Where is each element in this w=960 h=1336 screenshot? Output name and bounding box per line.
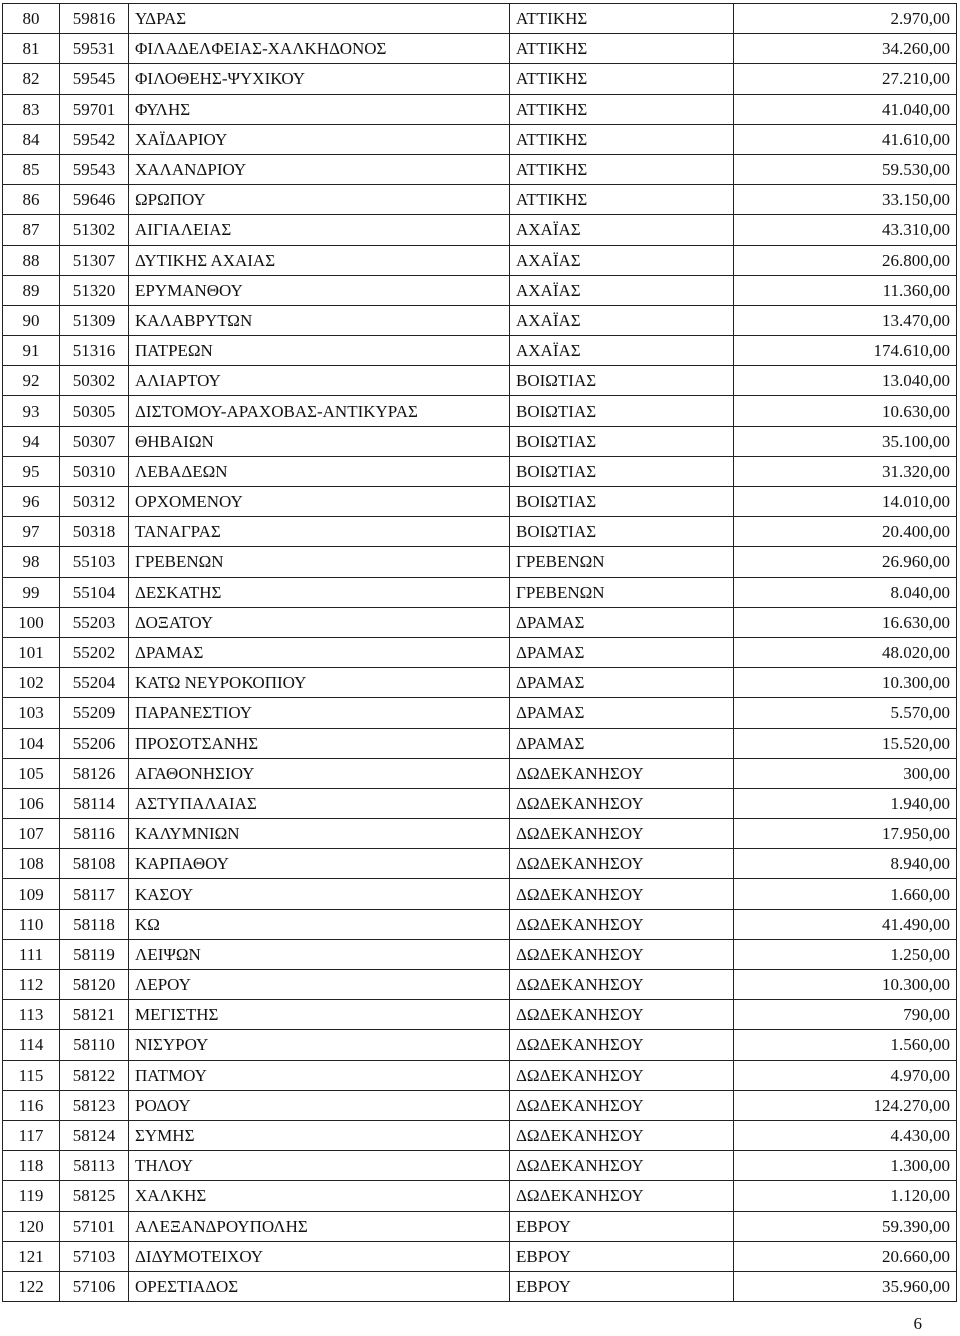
- amount-cell: 20.400,00: [734, 517, 957, 547]
- amount-cell: 35.960,00: [734, 1271, 957, 1301]
- table-row: [3, 788, 957, 818]
- municipality-name-cell: ΦΙΛΑΔΕΛΦΕΙΑΣ-ΧΑΛΚΗΔΟΝΟΣ: [129, 34, 510, 64]
- municipality-name-cell: ΧΑΪΔΑΡΙΟΥ: [129, 124, 510, 154]
- municipality-name-cell: ΔΕΣΚΑΤΗΣ: [129, 577, 510, 607]
- municipality-code-cell: 58124: [60, 1120, 129, 1150]
- row-number-cell: 83: [3, 94, 60, 124]
- amount-cell: 31.320,00: [734, 456, 957, 486]
- municipality-code-cell: 58114: [60, 788, 129, 818]
- amount-cell: 17.950,00: [734, 819, 957, 849]
- municipality-name-cell: ΠΑΤΜΟΥ: [129, 1060, 510, 1090]
- prefecture-cell: ΑΤΤΙΚΗΣ: [510, 185, 734, 215]
- municipality-code-cell: 58116: [60, 819, 129, 849]
- prefecture-cell: ΔΩΔΕΚΑΝΗΣΟΥ: [510, 1120, 734, 1150]
- amount-cell: 59.530,00: [734, 154, 957, 184]
- municipality-code-cell: 55203: [60, 607, 129, 637]
- municipality-name-cell: ΧΑΛΚΗΣ: [129, 1181, 510, 1211]
- table-row: [3, 275, 957, 305]
- table-row: [3, 939, 957, 969]
- municipality-name-cell: ΑΓΑΘΟΝΗΣΙΟΥ: [129, 758, 510, 788]
- amount-cell: 10.630,00: [734, 396, 957, 426]
- municipality-code-cell: 51302: [60, 215, 129, 245]
- municipality-code-cell: 58117: [60, 879, 129, 909]
- municipality-name-cell: ΠΡΟΣΟΤΣΑΝΗΣ: [129, 728, 510, 758]
- table-row: [3, 698, 957, 728]
- municipality-code-cell: 50312: [60, 487, 129, 517]
- municipality-name-cell: ΝΙΣΥΡΟΥ: [129, 1030, 510, 1060]
- table-row: [3, 668, 957, 698]
- municipality-name-cell: ΔΙΣΤΟΜΟΥ-ΑΡΑΧΟΒΑΣ-ΑΝΤΙΚΥΡΑΣ: [129, 396, 510, 426]
- row-number-cell: 87: [3, 215, 60, 245]
- municipality-code-cell: 59543: [60, 154, 129, 184]
- row-number-cell: 89: [3, 275, 60, 305]
- row-number-cell: 104: [3, 728, 60, 758]
- row-number-cell: 122: [3, 1271, 60, 1301]
- amount-cell: 59.390,00: [734, 1211, 957, 1241]
- table-row: [3, 1151, 957, 1181]
- prefecture-cell: ΑΧΑΪΑΣ: [510, 275, 734, 305]
- municipality-name-cell: ΑΣΤΥΠΑΛΑΙΑΣ: [129, 788, 510, 818]
- amount-cell: 20.660,00: [734, 1241, 957, 1271]
- amount-cell: 43.310,00: [734, 215, 957, 245]
- row-number-cell: 88: [3, 245, 60, 275]
- municipality-code-cell: 58121: [60, 1000, 129, 1030]
- table-row: [3, 849, 957, 879]
- municipality-name-cell: ΚΑΛΥΜΝΙΩΝ: [129, 819, 510, 849]
- prefecture-cell: ΒΟΙΩΤΙΑΣ: [510, 366, 734, 396]
- amount-cell: 15.520,00: [734, 728, 957, 758]
- prefecture-cell: ΔΩΔΕΚΑΝΗΣΟΥ: [510, 1090, 734, 1120]
- table-row: [3, 124, 957, 154]
- amount-cell: 41.610,00: [734, 124, 957, 154]
- prefecture-cell: ΑΤΤΙΚΗΣ: [510, 64, 734, 94]
- row-number-cell: 81: [3, 34, 60, 64]
- prefecture-cell: ΔΩΔΕΚΑΝΗΣΟΥ: [510, 819, 734, 849]
- municipality-name-cell: ΔΥΤΙΚΗΣ ΑΧΑΙΑΣ: [129, 245, 510, 275]
- allocation-table: [2, 3, 957, 1302]
- table-row: [3, 1000, 957, 1030]
- municipality-name-cell: ΛΕΡΟΥ: [129, 970, 510, 1000]
- prefecture-cell: ΒΟΙΩΤΙΑΣ: [510, 487, 734, 517]
- amount-cell: 41.040,00: [734, 94, 957, 124]
- municipality-name-cell: ΔΙΔΥΜΟΤΕΙΧΟΥ: [129, 1241, 510, 1271]
- municipality-name-cell: ΚΑΣΟΥ: [129, 879, 510, 909]
- municipality-code-cell: 51320: [60, 275, 129, 305]
- table-body: [3, 4, 957, 1302]
- municipality-name-cell: ΠΑΤΡΕΩΝ: [129, 336, 510, 366]
- municipality-code-cell: 51316: [60, 336, 129, 366]
- municipality-name-cell: ΚΩ: [129, 909, 510, 939]
- row-number-cell: 115: [3, 1060, 60, 1090]
- table-row: [3, 305, 957, 335]
- row-number-cell: 85: [3, 154, 60, 184]
- amount-cell: 26.960,00: [734, 547, 957, 577]
- amount-cell: 5.570,00: [734, 698, 957, 728]
- municipality-name-cell: ΘΗΒΑΙΩΝ: [129, 426, 510, 456]
- row-number-cell: 108: [3, 849, 60, 879]
- amount-cell: 35.100,00: [734, 426, 957, 456]
- amount-cell: 1.120,00: [734, 1181, 957, 1211]
- amount-cell: 4.430,00: [734, 1120, 957, 1150]
- amount-cell: 124.270,00: [734, 1090, 957, 1120]
- row-number-cell: 98: [3, 547, 60, 577]
- amount-cell: 16.630,00: [734, 607, 957, 637]
- row-number-cell: 118: [3, 1151, 60, 1181]
- row-number-cell: 103: [3, 698, 60, 728]
- municipality-code-cell: 51309: [60, 305, 129, 335]
- municipality-code-cell: 58113: [60, 1151, 129, 1181]
- amount-cell: 10.300,00: [734, 668, 957, 698]
- row-number-cell: 94: [3, 426, 60, 456]
- row-number-cell: 110: [3, 909, 60, 939]
- prefecture-cell: ΔΩΔΕΚΑΝΗΣΟΥ: [510, 939, 734, 969]
- municipality-code-cell: 58126: [60, 758, 129, 788]
- amount-cell: 48.020,00: [734, 637, 957, 667]
- table-row: [3, 1030, 957, 1060]
- row-number-cell: 113: [3, 1000, 60, 1030]
- row-number-cell: 107: [3, 819, 60, 849]
- row-number-cell: 86: [3, 185, 60, 215]
- table-row: [3, 637, 957, 667]
- municipality-code-cell: 50307: [60, 426, 129, 456]
- municipality-code-cell: 51307: [60, 245, 129, 275]
- row-number-cell: 109: [3, 879, 60, 909]
- table-row: [3, 607, 957, 637]
- table-row: [3, 819, 957, 849]
- row-number-cell: 80: [3, 4, 60, 34]
- prefecture-cell: ΔΡΑΜΑΣ: [510, 698, 734, 728]
- row-number-cell: 90: [3, 305, 60, 335]
- municipality-code-cell: 58119: [60, 939, 129, 969]
- prefecture-cell: ΒΟΙΩΤΙΑΣ: [510, 456, 734, 486]
- prefecture-cell: ΔΡΑΜΑΣ: [510, 728, 734, 758]
- municipality-code-cell: 57106: [60, 1271, 129, 1301]
- table-row: [3, 970, 957, 1000]
- amount-cell: 14.010,00: [734, 487, 957, 517]
- prefecture-cell: ΑΤΤΙΚΗΣ: [510, 154, 734, 184]
- table-row: [3, 426, 957, 456]
- prefecture-cell: ΑΤΤΙΚΗΣ: [510, 94, 734, 124]
- table-row: [3, 185, 957, 215]
- table-row: [3, 64, 957, 94]
- row-number-cell: 114: [3, 1030, 60, 1060]
- table-row: [3, 34, 957, 64]
- prefecture-cell: ΔΩΔΕΚΑΝΗΣΟΥ: [510, 1151, 734, 1181]
- prefecture-cell: ΑΧΑΪΑΣ: [510, 215, 734, 245]
- municipality-name-cell: ΚΑΛΑΒΡΥΤΩΝ: [129, 305, 510, 335]
- municipality-name-cell: ΔΡΑΜΑΣ: [129, 637, 510, 667]
- prefecture-cell: ΔΡΑΜΑΣ: [510, 668, 734, 698]
- table-row: [3, 1241, 957, 1271]
- municipality-code-cell: 50302: [60, 366, 129, 396]
- prefecture-cell: ΕΒΡΟΥ: [510, 1241, 734, 1271]
- row-number-cell: 99: [3, 577, 60, 607]
- municipality-name-cell: ΓΡΕΒΕΝΩΝ: [129, 547, 510, 577]
- municipality-name-cell: ΠΑΡΑΝΕΣΤΙΟΥ: [129, 698, 510, 728]
- table-row: [3, 758, 957, 788]
- table-row: [3, 245, 957, 275]
- municipality-code-cell: 59701: [60, 94, 129, 124]
- amount-cell: 174.610,00: [734, 336, 957, 366]
- table-row: [3, 909, 957, 939]
- amount-cell: 8.040,00: [734, 577, 957, 607]
- amount-cell: 13.470,00: [734, 305, 957, 335]
- prefecture-cell: ΑΧΑΪΑΣ: [510, 245, 734, 275]
- prefecture-cell: ΔΩΔΕΚΑΝΗΣΟΥ: [510, 970, 734, 1000]
- amount-cell: 300,00: [734, 758, 957, 788]
- prefecture-cell: ΕΒΡΟΥ: [510, 1271, 734, 1301]
- municipality-code-cell: 58108: [60, 849, 129, 879]
- amount-cell: 1.560,00: [734, 1030, 957, 1060]
- municipality-code-cell: 55206: [60, 728, 129, 758]
- amount-cell: 33.150,00: [734, 185, 957, 215]
- municipality-code-cell: 59646: [60, 185, 129, 215]
- page-number: 6: [913, 1314, 922, 1333]
- row-number-cell: 112: [3, 970, 60, 1000]
- municipality-code-cell: 55103: [60, 547, 129, 577]
- amount-cell: 34.260,00: [734, 34, 957, 64]
- amount-cell: 41.490,00: [734, 909, 957, 939]
- prefecture-cell: ΒΟΙΩΤΙΑΣ: [510, 426, 734, 456]
- row-number-cell: 121: [3, 1241, 60, 1271]
- municipality-name-cell: ΛΕΒΑΔΕΩΝ: [129, 456, 510, 486]
- table-row: [3, 366, 957, 396]
- row-number-cell: 116: [3, 1090, 60, 1120]
- amount-cell: 8.940,00: [734, 849, 957, 879]
- prefecture-cell: ΔΩΔΕΚΑΝΗΣΟΥ: [510, 1030, 734, 1060]
- amount-cell: 1.940,00: [734, 788, 957, 818]
- table-row: [3, 1060, 957, 1090]
- municipality-name-cell: ΟΡΧΟΜΕΝΟΥ: [129, 487, 510, 517]
- table-row: [3, 396, 957, 426]
- table-row: [3, 456, 957, 486]
- municipality-name-cell: ΛΕΙΨΩΝ: [129, 939, 510, 969]
- municipality-code-cell: 59816: [60, 4, 129, 34]
- row-number-cell: 95: [3, 456, 60, 486]
- municipality-name-cell: ΚΑΡΠΑΘΟΥ: [129, 849, 510, 879]
- prefecture-cell: ΒΟΙΩΤΙΑΣ: [510, 517, 734, 547]
- municipality-code-cell: 58110: [60, 1030, 129, 1060]
- table-row: [3, 154, 957, 184]
- municipality-name-cell: ΜΕΓΙΣΤΗΣ: [129, 1000, 510, 1030]
- municipality-code-cell: 59531: [60, 34, 129, 64]
- table-row: [3, 517, 957, 547]
- municipality-code-cell: 50310: [60, 456, 129, 486]
- municipality-name-cell: ΧΑΛΑΝΔΡΙΟΥ: [129, 154, 510, 184]
- amount-cell: 26.800,00: [734, 245, 957, 275]
- table-row: [3, 1090, 957, 1120]
- row-number-cell: 117: [3, 1120, 60, 1150]
- prefecture-cell: ΔΩΔΕΚΑΝΗΣΟΥ: [510, 1000, 734, 1030]
- amount-cell: 11.360,00: [734, 275, 957, 305]
- municipality-name-cell: ΚΑΤΩ ΝΕΥΡΟΚΟΠΙΟΥ: [129, 668, 510, 698]
- municipality-name-cell: ΩΡΩΠΟΥ: [129, 185, 510, 215]
- municipality-name-cell: ΦΥΛΗΣ: [129, 94, 510, 124]
- row-number-cell: 105: [3, 758, 60, 788]
- municipality-code-cell: 58125: [60, 1181, 129, 1211]
- prefecture-cell: ΑΤΤΙΚΗΣ: [510, 4, 734, 34]
- table-row: [3, 728, 957, 758]
- table-row: [3, 215, 957, 245]
- row-number-cell: 120: [3, 1211, 60, 1241]
- municipality-name-cell: ΤΑΝΑΓΡΑΣ: [129, 517, 510, 547]
- municipality-code-cell: 59542: [60, 124, 129, 154]
- prefecture-cell: ΑΤΤΙΚΗΣ: [510, 124, 734, 154]
- prefecture-cell: ΔΩΔΕΚΑΝΗΣΟΥ: [510, 909, 734, 939]
- amount-cell: 2.970,00: [734, 4, 957, 34]
- municipality-code-cell: 50318: [60, 517, 129, 547]
- amount-cell: 1.660,00: [734, 879, 957, 909]
- table-row: [3, 879, 957, 909]
- amount-cell: 1.250,00: [734, 939, 957, 969]
- table-row: [3, 336, 957, 366]
- municipality-name-cell: ΑΛΙΑΡΤΟΥ: [129, 366, 510, 396]
- prefecture-cell: ΑΧΑΪΑΣ: [510, 305, 734, 335]
- municipality-code-cell: 50305: [60, 396, 129, 426]
- municipality-code-cell: 58120: [60, 970, 129, 1000]
- prefecture-cell: ΔΡΑΜΑΣ: [510, 607, 734, 637]
- amount-cell: 10.300,00: [734, 970, 957, 1000]
- municipality-code-cell: 58122: [60, 1060, 129, 1090]
- prefecture-cell: ΔΩΔΕΚΑΝΗΣΟΥ: [510, 758, 734, 788]
- prefecture-cell: ΔΡΑΜΑΣ: [510, 637, 734, 667]
- municipality-name-cell: ΔΟΞΑΤΟΥ: [129, 607, 510, 637]
- prefecture-cell: ΔΩΔΕΚΑΝΗΣΟΥ: [510, 1181, 734, 1211]
- row-number-cell: 111: [3, 939, 60, 969]
- municipality-name-cell: ΤΗΛΟΥ: [129, 1151, 510, 1181]
- row-number-cell: 97: [3, 517, 60, 547]
- municipality-name-cell: ΕΡΥΜΑΝΘΟΥ: [129, 275, 510, 305]
- row-number-cell: 102: [3, 668, 60, 698]
- prefecture-cell: ΑΤΤΙΚΗΣ: [510, 34, 734, 64]
- municipality-name-cell: ΑΛΕΞΑΝΔΡΟΥΠΟΛΗΣ: [129, 1211, 510, 1241]
- prefecture-cell: ΔΩΔΕΚΑΝΗΣΟΥ: [510, 879, 734, 909]
- row-number-cell: 96: [3, 487, 60, 517]
- amount-cell: 27.210,00: [734, 64, 957, 94]
- row-number-cell: 84: [3, 124, 60, 154]
- table-row: [3, 4, 957, 34]
- prefecture-cell: ΕΒΡΟΥ: [510, 1211, 734, 1241]
- amount-cell: 790,00: [734, 1000, 957, 1030]
- table-row: [3, 1181, 957, 1211]
- row-number-cell: 82: [3, 64, 60, 94]
- municipality-code-cell: 55209: [60, 698, 129, 728]
- table-row: [3, 1211, 957, 1241]
- row-number-cell: 106: [3, 788, 60, 818]
- municipality-code-cell: 57101: [60, 1211, 129, 1241]
- table-row: [3, 577, 957, 607]
- municipality-name-cell: ΑΙΓΙΑΛΕΙΑΣ: [129, 215, 510, 245]
- municipality-name-cell: ΟΡΕΣΤΙΑΔΟΣ: [129, 1271, 510, 1301]
- row-number-cell: 100: [3, 607, 60, 637]
- table-row: [3, 94, 957, 124]
- prefecture-cell: ΔΩΔΕΚΑΝΗΣΟΥ: [510, 1060, 734, 1090]
- table-row: [3, 1120, 957, 1150]
- municipality-code-cell: 58123: [60, 1090, 129, 1120]
- prefecture-cell: ΓΡΕΒΕΝΩΝ: [510, 547, 734, 577]
- municipality-name-cell: ΦΙΛΟΘΕΗΣ-ΨΥΧΙΚΟΥ: [129, 64, 510, 94]
- municipality-code-cell: 58118: [60, 909, 129, 939]
- table-row: [3, 1271, 957, 1301]
- row-number-cell: 92: [3, 366, 60, 396]
- prefecture-cell: ΔΩΔΕΚΑΝΗΣΟΥ: [510, 849, 734, 879]
- row-number-cell: 119: [3, 1181, 60, 1211]
- municipality-code-cell: 55204: [60, 668, 129, 698]
- table-row: [3, 547, 957, 577]
- municipality-name-cell: ΡΟΔΟΥ: [129, 1090, 510, 1120]
- prefecture-cell: ΒΟΙΩΤΙΑΣ: [510, 396, 734, 426]
- prefecture-cell: ΔΩΔΕΚΑΝΗΣΟΥ: [510, 788, 734, 818]
- row-number-cell: 93: [3, 396, 60, 426]
- prefecture-cell: ΓΡΕΒΕΝΩΝ: [510, 577, 734, 607]
- row-number-cell: 101: [3, 637, 60, 667]
- amount-cell: 1.300,00: [734, 1151, 957, 1181]
- municipality-code-cell: 55202: [60, 637, 129, 667]
- municipality-code-cell: 55104: [60, 577, 129, 607]
- prefecture-cell: ΑΧΑΪΑΣ: [510, 336, 734, 366]
- amount-cell: 13.040,00: [734, 366, 957, 396]
- row-number-cell: 91: [3, 336, 60, 366]
- municipality-code-cell: 57103: [60, 1241, 129, 1271]
- municipality-code-cell: 59545: [60, 64, 129, 94]
- table-row: [3, 487, 957, 517]
- municipality-name-cell: ΣΥΜΗΣ: [129, 1120, 510, 1150]
- municipality-name-cell: ΥΔΡΑΣ: [129, 4, 510, 34]
- amount-cell: 4.970,00: [734, 1060, 957, 1090]
